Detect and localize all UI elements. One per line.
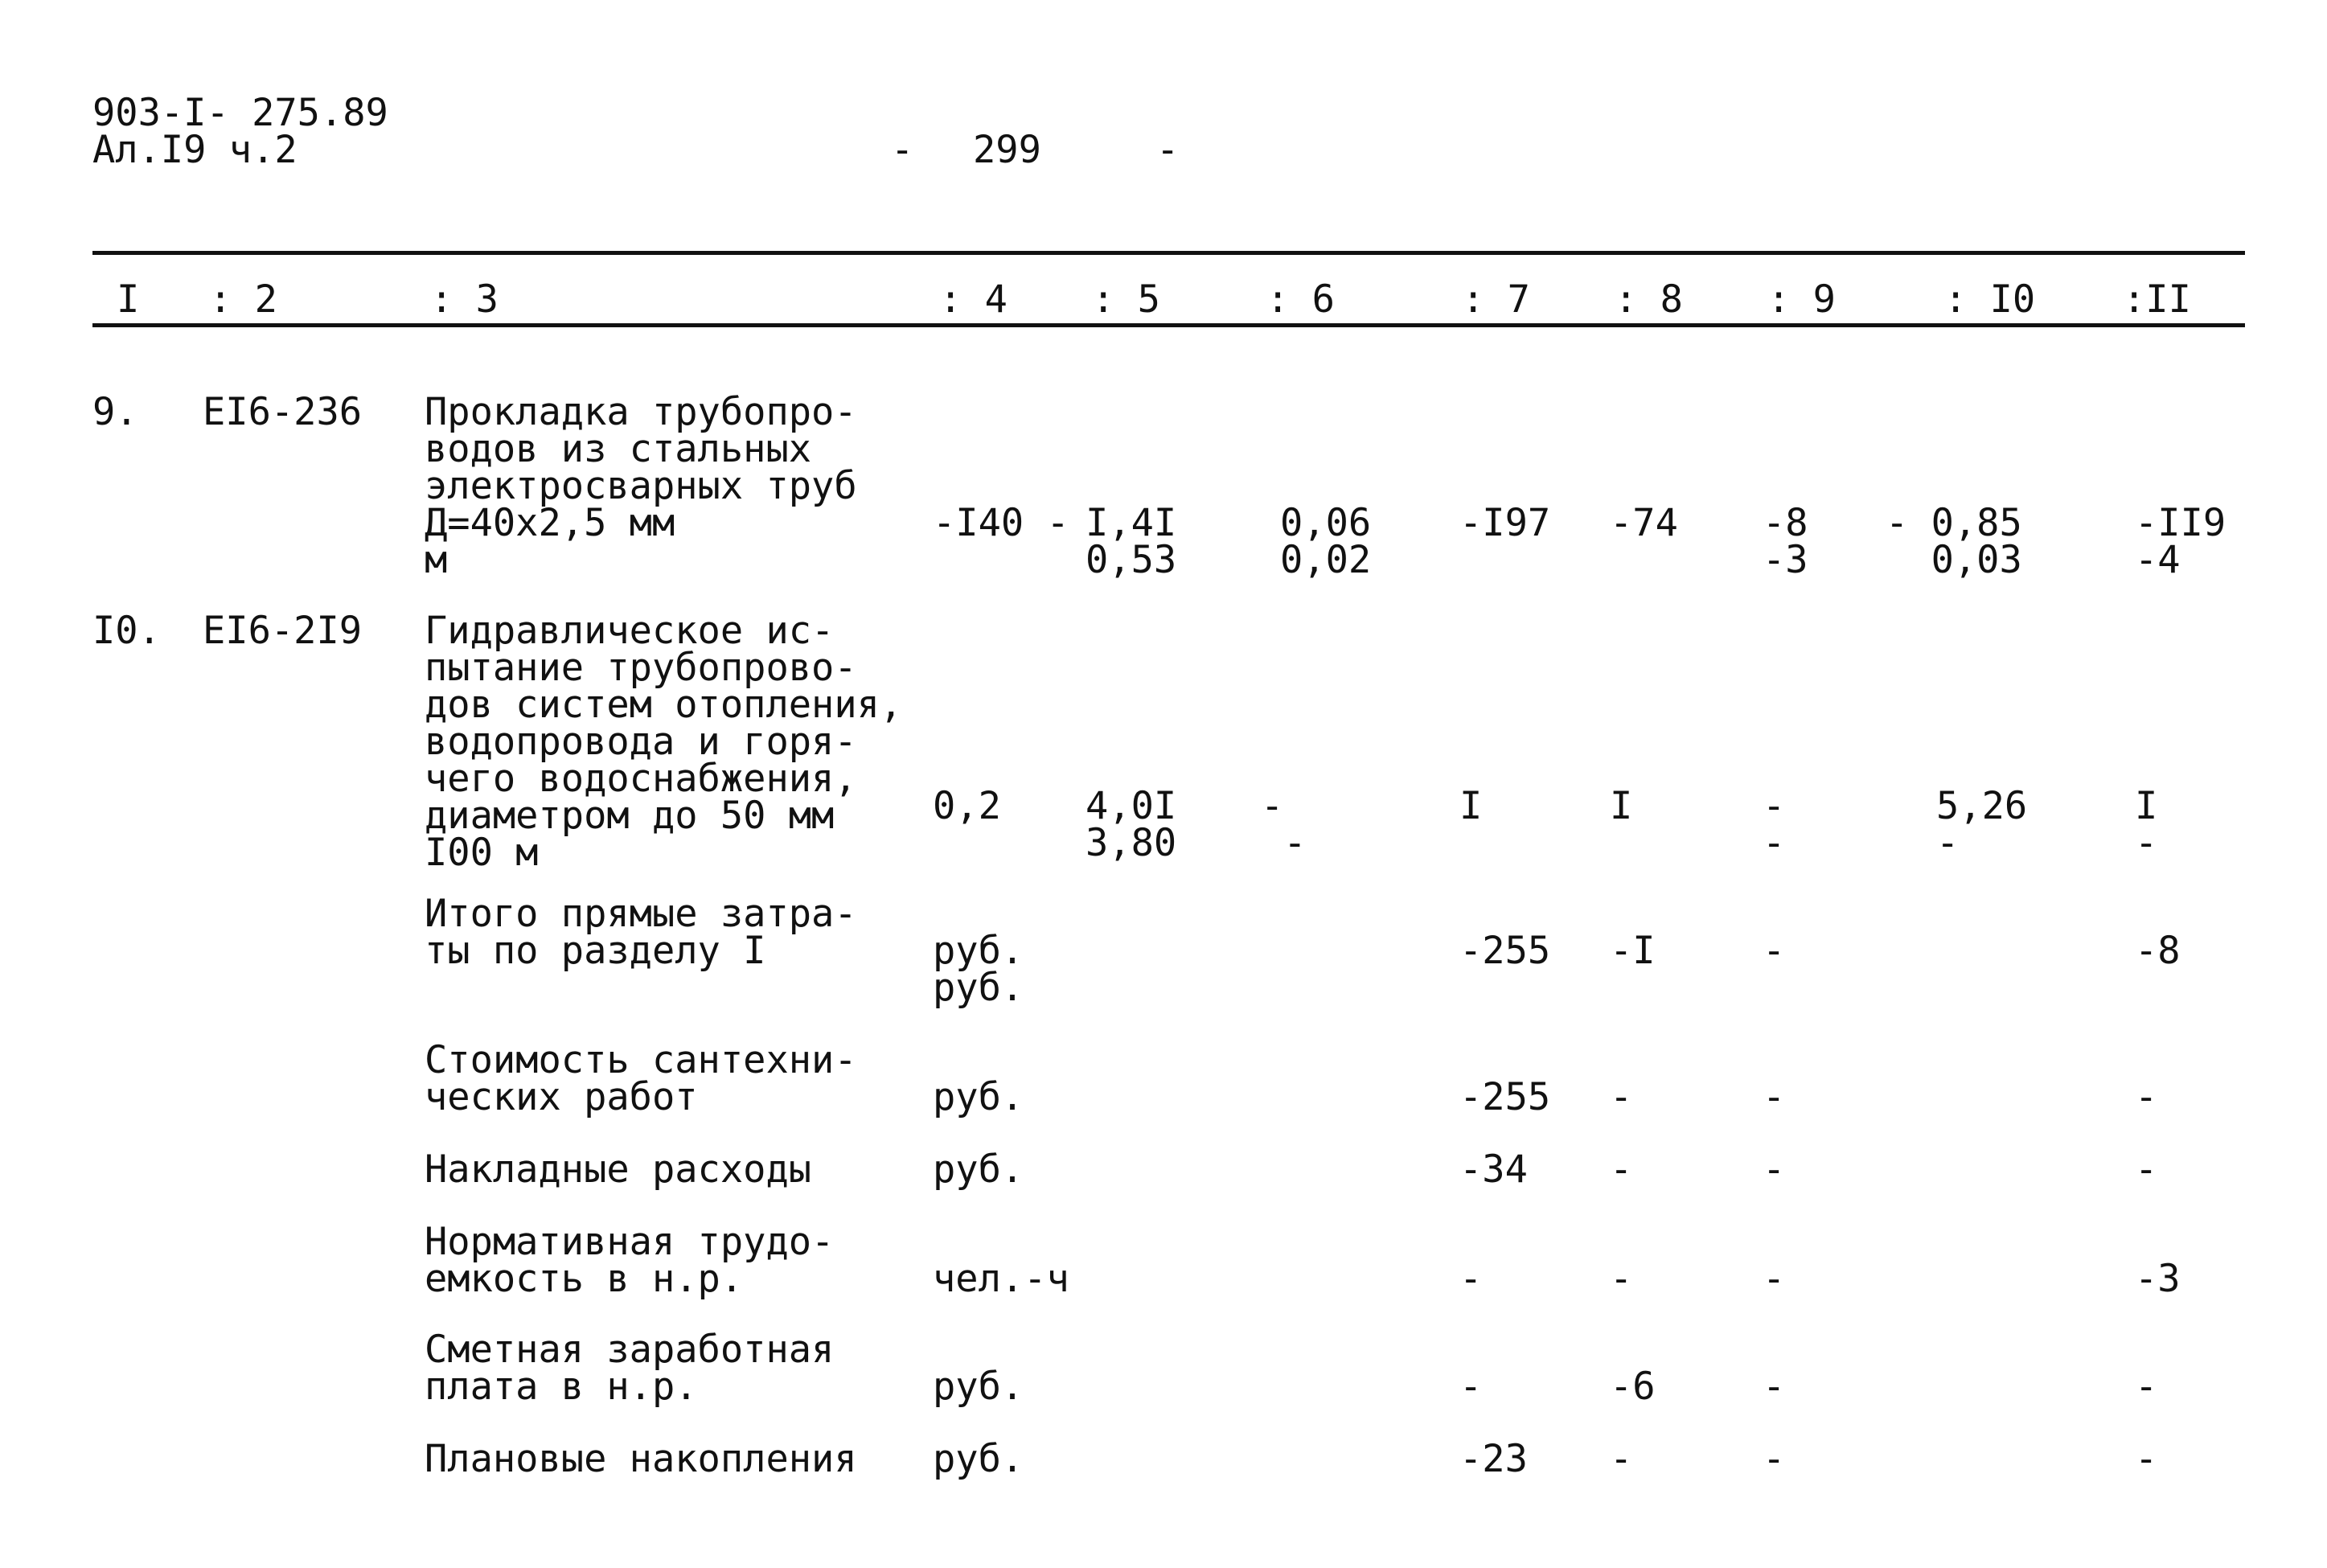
summary-col-8: - [1610, 1437, 1633, 1481]
column-header-3: : 3 [430, 277, 499, 322]
work-description: Прокладка трубопро- водов из стальных электросварных труб Д=40х2,5 мм м [425, 390, 857, 582]
col-9-value: -8 -3 [1763, 501, 1808, 582]
summary-col-9: - [1763, 929, 1786, 973]
summary-col-11: - [2135, 1075, 2158, 1119]
summary-col-9: - [1763, 1147, 1786, 1192]
summary-col-7: - [1459, 1257, 1483, 1301]
col-11-value: I - [2135, 784, 2158, 865]
row-number: 9. [92, 390, 138, 434]
summary-col-11: - [2135, 1437, 2158, 1481]
header-top-rule [92, 251, 2245, 255]
summary-label: Сметная заработная плата в н.р. [425, 1328, 835, 1409]
summary-col-8: -6 [1610, 1365, 1656, 1409]
summary-col-11: - [2135, 1365, 2158, 1409]
summary-label: Накладные расходы [425, 1147, 812, 1192]
summary-col-9: - [1763, 1257, 1786, 1301]
column-header-5: : 5 [1092, 277, 1160, 322]
col-9-value: - - [1763, 784, 1786, 865]
summary-unit: руб. [933, 1147, 1024, 1192]
quantity: 0,2 [933, 784, 1001, 828]
summary-col-8: - [1610, 1075, 1633, 1119]
summary-col-9: - [1763, 1437, 1786, 1481]
summary-unit: руб. [933, 1437, 1024, 1481]
rate-code: EI6-2I9 [203, 609, 363, 653]
summary-col-11: -3 [2135, 1257, 2181, 1301]
rate-code: EI6-236 [203, 390, 363, 434]
summary-unit: руб. [933, 1365, 1024, 1409]
col-10-value: 5,26 - [1936, 784, 2028, 865]
summary-unit: чел.-ч [933, 1257, 1069, 1301]
summary-col-9: - [1763, 1365, 1786, 1409]
summary-unit: руб. руб. [933, 929, 1024, 1010]
summary-label: Итого прямые затра- ты по разделу I [425, 892, 857, 973]
header-bottom-rule [92, 323, 2245, 327]
document-code: 903-I- 275.89 [92, 91, 388, 135]
summary-col-8: -I [1610, 929, 1656, 973]
summary-col-7: -255 [1459, 929, 1551, 973]
column-header-1: I [117, 277, 140, 322]
page-number-dash-left: - [891, 128, 914, 172]
quantity: -I40 - [933, 501, 1069, 545]
col-7-value: -I97 [1459, 501, 1551, 545]
summary-col-7: -255 [1459, 1075, 1551, 1119]
summary-col-11: -8 [2135, 929, 2181, 973]
page-number-dash-right: - [1156, 128, 1180, 172]
summary-col-7: - [1459, 1365, 1483, 1409]
summary-unit: руб. [933, 1075, 1024, 1119]
summary-col-11: - [2135, 1147, 2158, 1192]
summary-col-8: - [1610, 1257, 1633, 1301]
col-6-value: 0,06 0,02 [1280, 501, 1372, 582]
summary-col-7: -34 [1459, 1147, 1528, 1192]
col-10-value: - 0,85 0,03 [1886, 501, 2022, 582]
summary-label: Стоимость сантехни- ческих работ [425, 1038, 857, 1119]
col-6-value: - - [1261, 784, 1307, 865]
column-header-11: :II [2123, 277, 2191, 322]
column-header-4: : 4 [939, 277, 1008, 322]
column-header-9: : 9 [1767, 277, 1836, 322]
col-11-value: -II9 -4 [2135, 501, 2226, 582]
col-7-value: I [1459, 784, 1483, 828]
column-header-8: : 8 [1615, 277, 1683, 322]
col-8-value: -74 [1610, 501, 1678, 545]
col-5-value: 4,0I 3,80 [1086, 784, 1177, 865]
summary-col-8: - [1610, 1147, 1633, 1192]
column-header-2: : 2 [209, 277, 277, 322]
document-album: Ал.I9 ч.2 [92, 128, 298, 172]
column-header-10: : I0 [1944, 277, 2036, 322]
row-number: I0. [92, 609, 161, 653]
summary-label: Плановые накопления [425, 1437, 857, 1481]
summary-col-7: -23 [1459, 1437, 1528, 1481]
column-header-7: : 7 [1462, 277, 1530, 322]
work-description: Гидравлическое ис- пытание трубопрово- дов систем отопления, водопровода и горя- чего водоснабжения, диаметром до 50 мм I00 м [425, 609, 903, 875]
summary-label: Нормативная трудо- емкость в н.р. [425, 1220, 835, 1301]
col-8-value: I [1610, 784, 1633, 828]
col-5-value: I,4I 0,53 [1086, 501, 1177, 582]
summary-col-9: - [1763, 1075, 1786, 1119]
page-number: 299 [973, 128, 1041, 172]
column-header-6: : 6 [1266, 277, 1335, 322]
